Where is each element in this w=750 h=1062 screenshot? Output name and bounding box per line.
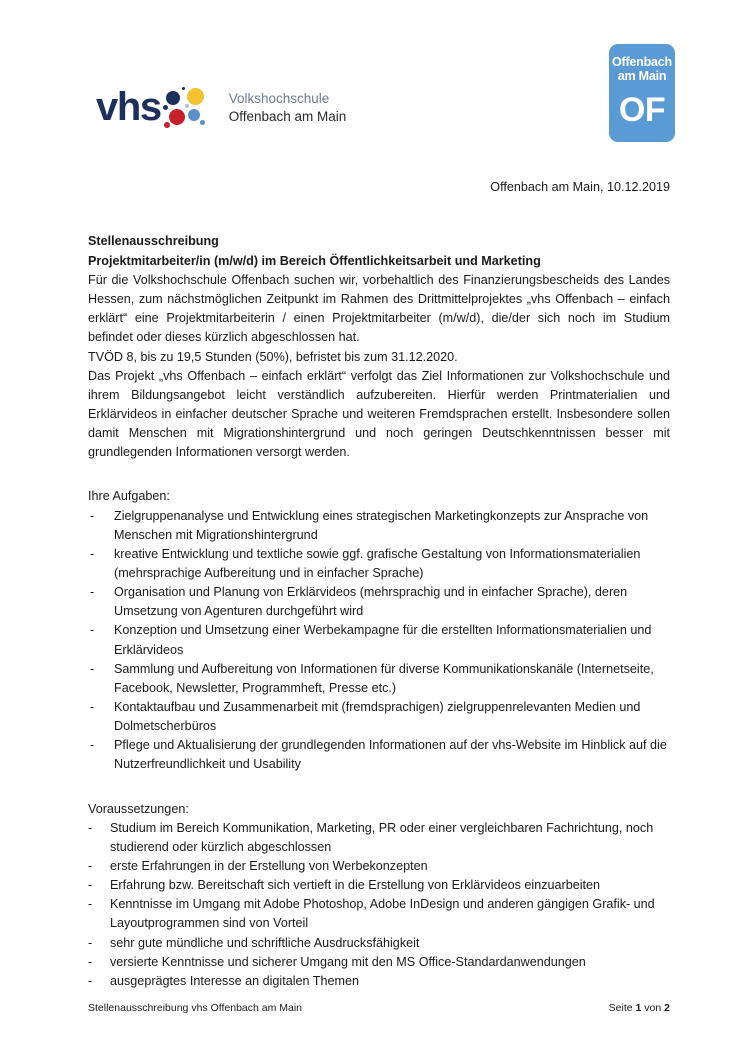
document-content [88,0,670,991]
list-item [88,545,670,583]
list-item-text: versierte Kenntnisse und sicherer Umgang mit den MS Office-Standardanwendungen [110,954,586,969]
list-bullet-marker: - [88,820,93,835]
list-bullet-marker: - [88,973,93,988]
list-item-text: Studium im Bereich Kommunikation, Marketing, PR oder einer vergleichbaren Fachrichtung, noch studierend oder kürzlich abgeschlossen [110,820,654,854]
list-bullet-marker: - [90,623,95,638]
project-description-paragraph: Das Projekt „vhs Offenbach – einfach erklärt“ verfolgt das Ziel Informationen zur Volkshochschule und ihrem Bildungsangebot leicht verständlich aufzubereiten. Hierfür werden Printmaterialien und Erklärvideos in einfacher deutscher Sprache und weiteren Fremdsprachen erstellt. Insbesondere sollen damit Menschen mit Migrationshintergrund und noch geringen Deutschkenntnissen besser mit grundlegenden Informationen versorgt werden. [88,368,670,460]
list-item [88,819,670,857]
list-item-text: Sammlung und Aufbereitung von Informationen für diverse Kommunikationskanäle (Internetseite, Facebook, Newsletter, Programmheft, Presse etc.) [114,661,654,695]
of-badge-city-line2: am Main [617,69,667,83]
date-line: Offenbach am Main, 10.12.2019 [490,180,670,194]
list-item-text: ausgeprägtes Interesse an digitalen Themen [110,973,360,988]
tasks-list [88,507,670,775]
list-bullet-marker: - [90,585,95,600]
list-item-text: Zielgruppenanalyse und Entwicklung eines strategischen Marketingkonzepts zur Ansprache von Menschen mit Migrationshintergrund [114,508,649,542]
list-item-text: sehr gute mündliche und schriftliche Ausdrucksfähigkeit [110,935,420,950]
footer-page-total: 2 [664,1002,670,1014]
list-bullet-marker: - [88,858,93,873]
list-bullet-marker: - [90,699,95,714]
footer-page-indicator [609,1002,670,1014]
page-title-line1: Stellenausschreibung [88,234,219,248]
list-item-text: Pflege und Aktualisierung der grundlegenden Informationen auf der vhs-Website im Hinblick auf die Nutzerfreundlichkeit und Usability [114,738,667,772]
page-title [88,232,670,271]
of-badge-abbreviation: OF [618,91,666,129]
list-bullet-marker: - [90,661,95,676]
list-item [88,972,670,991]
list-bullet-marker: - [88,935,93,950]
list-item [88,736,670,774]
list-item [88,621,670,659]
footer-of-label: von [644,1002,662,1014]
list-item-text: kreative Entwicklung und textliche sowie ggf. grafische Gestaltung von Informationsmaterialien (mehrsprachige Aufbereitung und in einfacher Sprache) [114,546,641,580]
list-bullet-marker: - [90,546,95,561]
vhs-logo-line2: Offenbach am Main [228,109,347,124]
requirements-list [88,819,670,991]
list-item [88,583,670,621]
list-item-text: Organisation und Planung von Erklärvideos (mehrsprachig und in einfacher Sprache), deren Umsetzung von Agenturen durchgeführt wird [114,585,628,619]
list-item [88,698,670,736]
tasks-heading: Ihre Aufgaben: [88,489,170,504]
list-item [88,876,670,895]
list-bullet-marker: - [90,508,95,523]
requirements-heading: Voraussetzungen: [88,801,189,816]
vhs-logo-line1: Volkshochschule [228,91,330,107]
list-item-text: Kenntnisse im Umgang mit Adobe Photoshop, Adobe InDesign und anderen gängigen Grafik- und Layoutprogrammen sind von Vorteil [110,897,655,931]
list-bullet-marker: - [90,738,95,753]
list-item-text: Erfahrung bzw. Bereitschaft sich vertieft in die Erstellung von Erklärvideos einzuarbeiten [110,878,601,893]
intro-paragraph [88,271,670,367]
list-item [88,953,670,972]
footer-page-number: 1 [635,1002,642,1014]
of-badge-city-line1: Offenbach [611,55,672,69]
intro-paragraph-tail: TVÖD 8, bis zu 19,5 Stunden (50%), befristet bis zum 31.12.2020. [88,349,458,364]
list-item-text: Konzeption und Umsetzung einer Werbekampagne für die erstellten Informationsmaterialien und Erklärvideos [114,623,652,657]
list-item-text: Kontaktaufbau und Zusammenarbeit mit (fremdsprachigen) zielgruppenrelevanten Medien und Dolmetscherbüros [114,699,641,734]
list-item-text: erste Erfahrungen in der Erstellung von Werbekonzepten [110,858,428,873]
list-bullet-marker: - [88,878,93,893]
list-item [88,934,670,953]
list-bullet-marker: - [88,897,93,912]
vhs-wordmark: vhs [96,85,161,129]
intro-paragraph-main: Für die Volkshochschule Offenbach suchen wir, vorbehaltlich des Finanzierungsbescheids des Landes Hessen, zum nächstmöglichen Zeitpunkt im Rahmen des Drittmittelprojektes „vhs Offenbach – einfach erklärt“ eine Projektmitarbeiterin / einen Projektmitarbeiter (m/w/d), die/der sich noch im Studium befindet oder dieses kürzlich abgeschlossen hat. [88,273,670,345]
footer-page-label: Seite [608,1002,633,1014]
page-title-line2: Projektmitarbeiter/in (m/w/d) im Bereich Öffentlichkeitsarbeit und Marketing [88,253,541,268]
list-item [88,660,670,698]
list-bullet-marker: - [88,954,93,969]
list-item [88,857,670,876]
list-item [88,895,670,933]
list-item [88,507,670,545]
document-footer [88,1002,670,1014]
footer-left-text: Stellenausschreibung vhs Offenbach am Main [88,1002,303,1014]
